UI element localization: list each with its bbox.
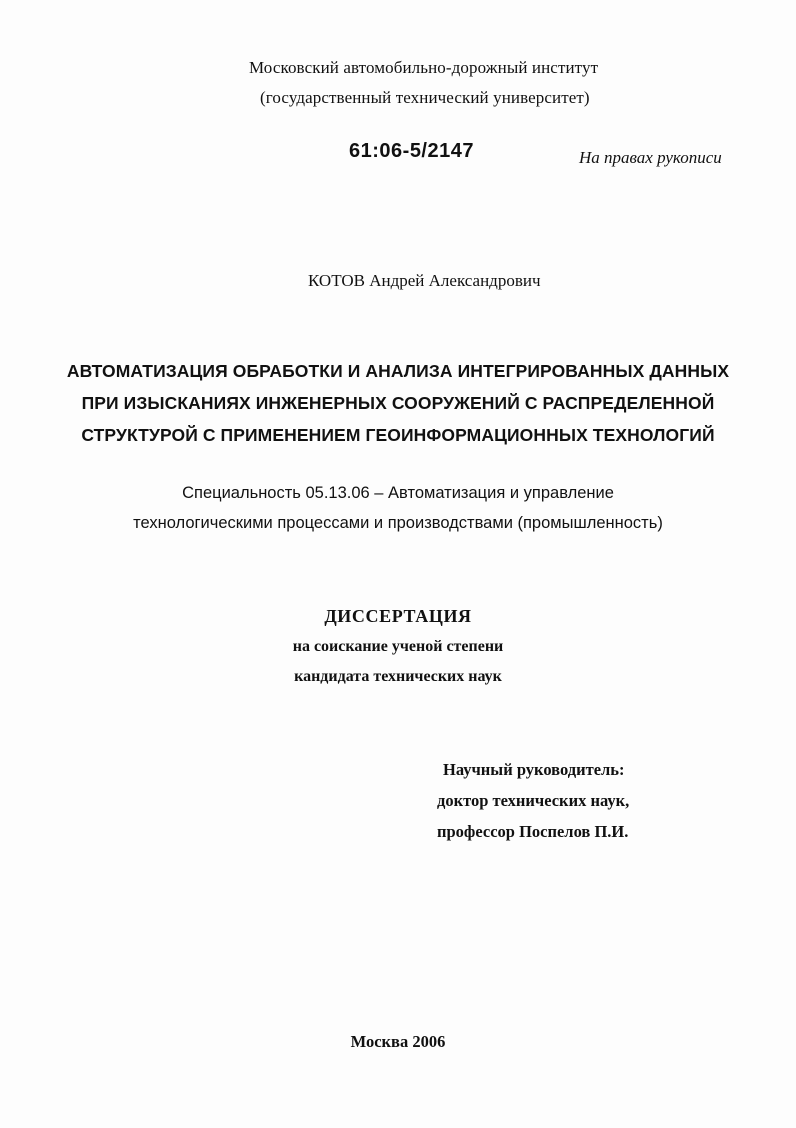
- specialty-line-1: Специальность 05.13.06 – Автоматизация и управление: [182, 484, 614, 502]
- advisor-degree: доктор технических наук,: [437, 791, 630, 810]
- city-year: Москва 2006: [350, 1032, 446, 1051]
- specialty-line-2: технологическими процессами и производствами (промышленность): [133, 514, 663, 532]
- dissertation-title-line-2: ПРИ ИЗЫСКАНИЯХ ИНЖЕНЕРНЫХ СООРУЖЕНИЙ С РАСПРЕДЕЛЕННОЙ: [81, 393, 715, 413]
- advisor-name: профессор Поспелов П.И.: [437, 822, 629, 841]
- dissertation-heading: ДИССЕРТАЦИЯ: [324, 606, 472, 626]
- advisor-label: Научный руководитель:: [443, 760, 625, 779]
- degree-purpose: на соискание ученой степени: [292, 638, 504, 655]
- degree-title: кандидата технических наук: [294, 668, 502, 685]
- dissertation-title-line-1: АВТОМАТИЗАЦИЯ ОБРАБОТКИ И АНАЛИЗА ИНТЕГРИРОВАННЫХ ДАННЫХ: [66, 361, 730, 381]
- institution-name: Московский автомобильно-дорожный институт: [249, 58, 599, 77]
- manuscript-rights-note: На правах рукописи: [579, 148, 722, 167]
- dissertation-title-line-3: СТРУКТУРОЙ С ПРИМЕНЕНИЕМ ГЕОИНФОРМАЦИОННЫХ ТЕХНОЛОГИЙ: [81, 425, 715, 445]
- institution-subtitle: (государственный технический университет): [260, 88, 590, 107]
- author-name: КОТОВ Андрей Александрович: [308, 271, 541, 290]
- catalog-code: 61:06-5/2147: [349, 140, 474, 162]
